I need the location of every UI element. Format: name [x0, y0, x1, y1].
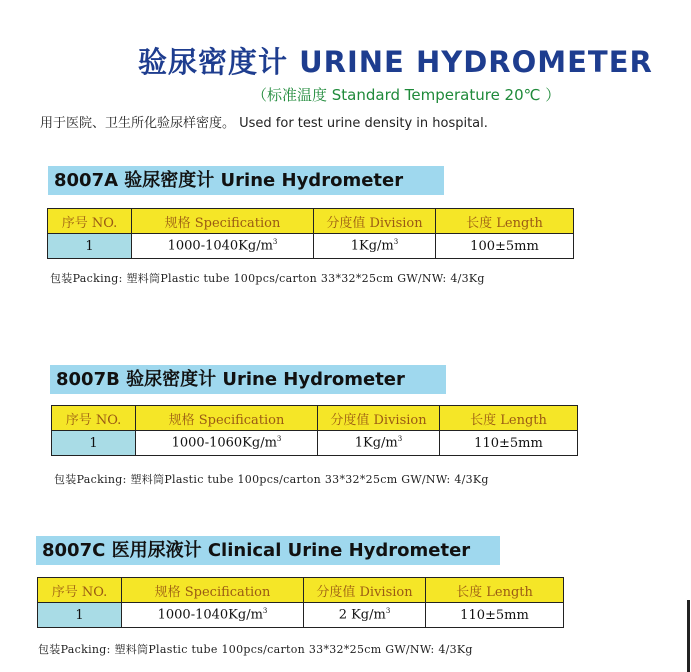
section-heading-8007b: 8007B 验尿密度计 Urine Hydrometer	[50, 365, 446, 394]
section-heading-8007c: 8007C 医用尿液计 Clinical Urine Hydrometer	[36, 536, 500, 565]
packing-info-8007a: 包装Packing: 塑料筒Plastic tube 100pcs/carton 33*32*25cm GW/NW: 4/3Kg	[50, 272, 485, 285]
header-length: 长度 Length	[426, 578, 564, 603]
cell-specification: $1000-1060Kg/m^3$	[136, 431, 318, 456]
header-no: 序号 NO.	[48, 209, 132, 234]
cell-specification: $1000-1040Kg/m^3$	[132, 234, 314, 259]
header-division: 分度值 Division	[318, 406, 440, 431]
spec-table-8007c	[37, 577, 564, 628]
cell-division: 2 $Kg/m^3$	[304, 603, 426, 628]
header-division: 分度值 Division	[314, 209, 436, 234]
table-row	[48, 234, 574, 259]
table-header-row	[48, 209, 574, 234]
header-specification: 规格 Specification	[136, 406, 318, 431]
header-specification: 规格 Specification	[122, 578, 304, 603]
cell-length: 100±5mm	[436, 234, 574, 259]
cell-length: 110±5mm	[440, 431, 578, 456]
cell-length: 110±5mm	[426, 603, 564, 628]
table-row	[38, 603, 564, 628]
intro-text: 用于医院、卫生所化验尿样密度。 Used for test urine density in hospital.	[40, 116, 488, 131]
header-length: 长度 Length	[440, 406, 578, 431]
cell-division: $1Kg/m^3$	[318, 431, 440, 456]
cell-division: $1Kg/m^3$	[314, 234, 436, 259]
header-no: 序号 NO.	[38, 578, 122, 603]
cell-no: 1	[48, 234, 132, 259]
header-no: 序号 NO.	[52, 406, 136, 431]
spec-table-8007b	[51, 405, 578, 456]
table-row	[52, 431, 578, 456]
cell-specification: $1000-1040Kg/m^3$	[122, 603, 304, 628]
packing-info-8007b: 包装Packing: 塑料筒Plastic tube 100pcs/carton 33*32*25cm GW/NW: 4/3Kg	[54, 473, 489, 486]
page-edge-divider	[687, 600, 690, 672]
cell-no: 1	[38, 603, 122, 628]
cell-no: 1	[52, 431, 136, 456]
packing-info-8007c: 包装Packing: 塑料筒Plastic tube 100pcs/carton 33*32*25cm GW/NW: 4/3Kg	[38, 643, 473, 656]
page-subtitle: （标准温度 Standard Temperature 20℃ ）	[252, 86, 561, 104]
page-title: 验尿密度计 URINE HYDROMETER	[138, 45, 653, 79]
header-specification: 规格 Specification	[132, 209, 314, 234]
section-heading-8007a: 8007A 验尿密度计 Urine Hydrometer	[48, 166, 444, 195]
header-length: 长度 Length	[436, 209, 574, 234]
header-division: 分度值 Division	[304, 578, 426, 603]
table-header-row	[52, 406, 578, 431]
table-header-row	[38, 578, 564, 603]
spec-table-8007a	[47, 208, 574, 259]
